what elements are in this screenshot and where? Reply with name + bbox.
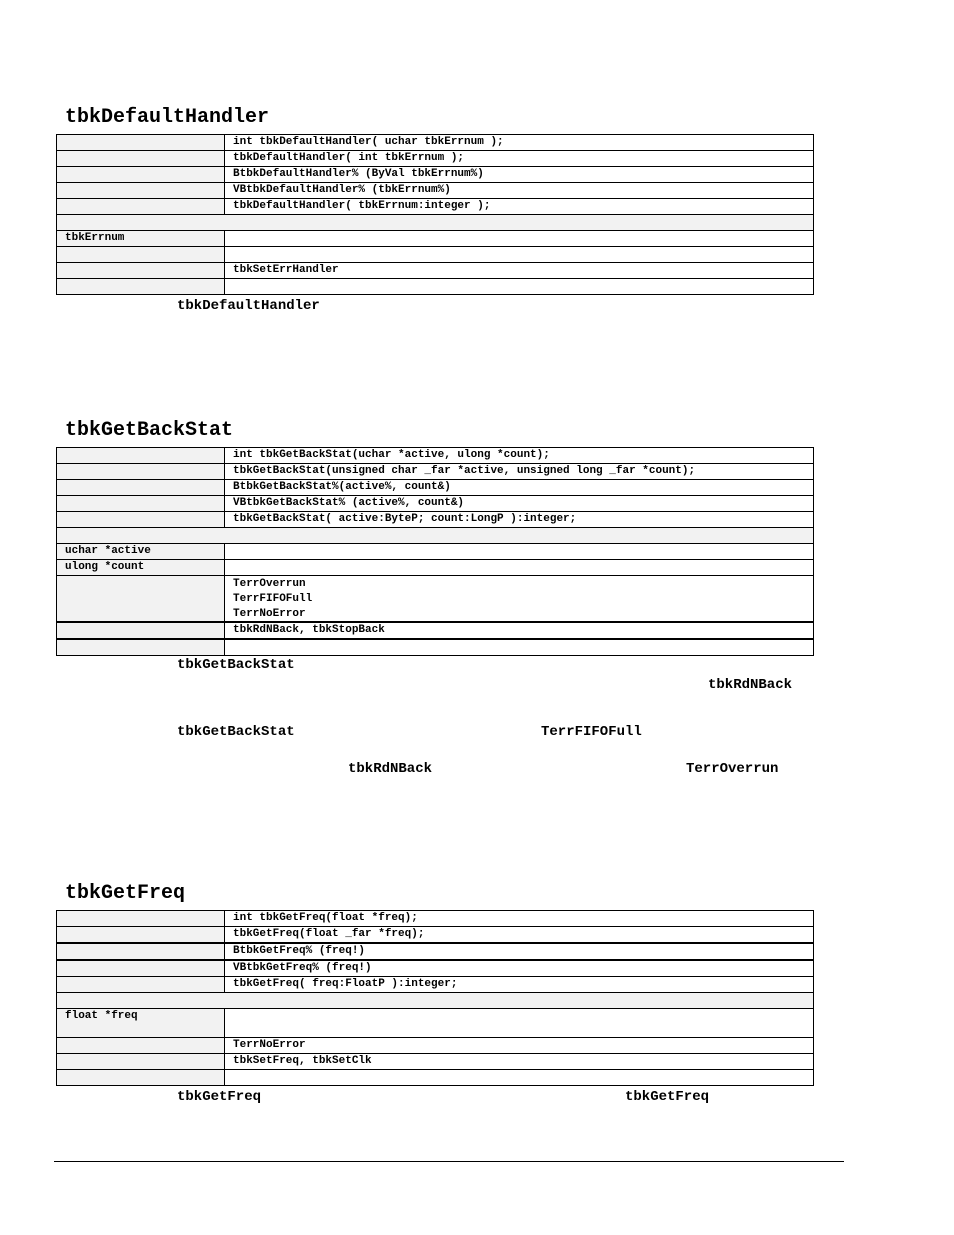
- ref-tbkdefaulthandler: tbkDefaultHandler: [177, 298, 320, 314]
- separator-row: [57, 993, 814, 1009]
- ref-terrfifofull: TerrFIFOFull: [541, 724, 642, 740]
- ref-tbkgetbackstat: tbkGetBackStat: [177, 657, 295, 673]
- syntax-qc: tbkDefaultHandler( int tbkErrnum );: [225, 151, 814, 167]
- syntax-basic: BtbkDefaultHandler% (ByVal tbkErrnum%): [225, 167, 814, 183]
- param-name: float *freq: [57, 1009, 225, 1038]
- function-table-tbkgetfreq: [56, 910, 814, 1086]
- returns-row: [57, 247, 814, 263]
- param-name: tbkErrnum: [57, 231, 225, 247]
- syntax-pascal: tbkGetBackStat( active:ByteP; count:LongP ):integer;: [225, 512, 814, 528]
- separator-row: [57, 528, 814, 544]
- syntax-vb: VBtbkGetFreq% (freq!): [225, 960, 814, 977]
- program-row: [57, 639, 814, 656]
- syntax-row: [57, 183, 814, 199]
- return-code: TerrOverrun: [233, 578, 306, 590]
- see-also-row: [57, 263, 814, 279]
- syntax-pascal: tbkDefaultHandler( tbkErrnum:integer );: [225, 199, 814, 215]
- heading-tbkgetfreq: tbkGetFreq: [65, 882, 186, 905]
- returns-row: [57, 576, 814, 623]
- function-table-tbkgetbackstat: [56, 447, 814, 656]
- ref-tbkgetfreq: tbkGetFreq: [625, 1089, 710, 1105]
- program-row: [57, 279, 814, 295]
- syntax-vb: VBtbkGetBackStat% (active%, count&): [225, 496, 814, 512]
- separator-row: [57, 215, 814, 231]
- footer-divider: [54, 1161, 844, 1162]
- syntax-row: [57, 167, 814, 183]
- syntax-row: [57, 496, 814, 512]
- param-name: ulong *count: [57, 560, 225, 576]
- syntax-pascal: tbkGetFreq( freq:FloatP ):integer;: [225, 977, 814, 993]
- heading-tbkgetbackstat: tbkGetBackStat: [65, 419, 234, 442]
- ref-terroverrun: TerrOverrun: [686, 761, 779, 777]
- syntax-row: [57, 960, 814, 977]
- syntax-row: [57, 512, 814, 528]
- syntax-c: int tbkDefaultHandler( uchar tbkErrnum );: [225, 135, 814, 151]
- syntax-row: [57, 927, 814, 944]
- syntax-row: [57, 464, 814, 480]
- param-name: uchar *active: [57, 544, 225, 560]
- ref-tbkrdnback: tbkRdNBack: [708, 677, 793, 693]
- program-row: [57, 1070, 814, 1086]
- heading-tbkdefaulthandler: tbkDefaultHandler: [65, 106, 270, 129]
- see-also: tbkRdNBack, tbkStopBack: [225, 622, 814, 639]
- return-code: TerrFIFOFull: [233, 593, 313, 605]
- syntax-row: [57, 448, 814, 464]
- syntax-vb: VBtbkDefaultHandler% (tbkErrnum%): [225, 183, 814, 199]
- return-code: TerrNoError: [233, 608, 306, 620]
- see-also-row: [57, 1054, 814, 1070]
- see-also: tbkSetFreq, tbkSetClk: [225, 1054, 814, 1070]
- function-table-tbkdefaulthandler: [56, 134, 814, 295]
- param-row: [57, 560, 814, 576]
- returns-list: [225, 576, 814, 623]
- syntax-basic: BtbkGetBackStat%(active%, count&): [225, 480, 814, 496]
- syntax-row: [57, 480, 814, 496]
- syntax-qc: tbkGetFreq(float _far *freq);: [225, 927, 814, 944]
- return-code: TerrNoError: [225, 1038, 814, 1054]
- see-also-row: [57, 622, 814, 639]
- syntax-row: [57, 977, 814, 993]
- param-row: [57, 1009, 814, 1038]
- syntax-c: int tbkGetFreq(float *freq);: [225, 911, 814, 927]
- returns-row: [57, 1038, 814, 1054]
- syntax-basic: BtbkGetFreq% (freq!): [225, 943, 814, 960]
- syntax-row: [57, 151, 814, 167]
- ref-tbkrdnback: tbkRdNBack: [348, 761, 433, 777]
- param-row: [57, 544, 814, 560]
- see-also: tbkSetErrHandler: [225, 263, 814, 279]
- syntax-c: int tbkGetBackStat(uchar *active, ulong *count);: [225, 448, 814, 464]
- syntax-row: [57, 943, 814, 960]
- ref-tbkgetfreq: tbkGetFreq: [177, 1089, 262, 1105]
- syntax-row: [57, 199, 814, 215]
- syntax-row: [57, 135, 814, 151]
- syntax-row: [57, 911, 814, 927]
- syntax-qc: tbkGetBackStat(unsigned char _far *active, unsigned long _far *count);: [225, 464, 814, 480]
- ref-tbkgetbackstat: tbkGetBackStat: [177, 724, 295, 740]
- param-row: [57, 231, 814, 247]
